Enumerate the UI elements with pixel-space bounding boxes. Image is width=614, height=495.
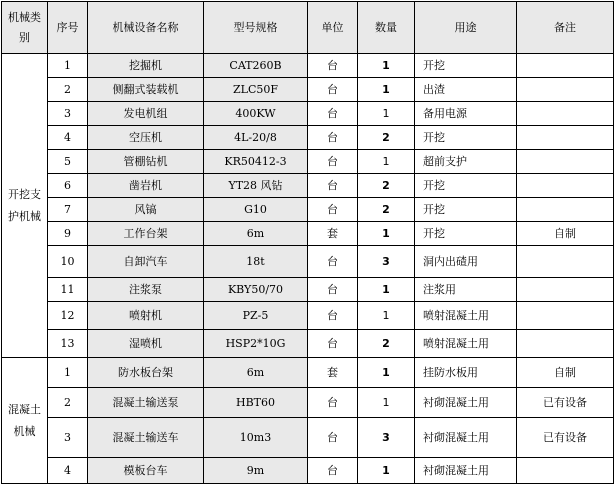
cell-remark [517,126,614,150]
cell-unit: 台 [308,330,358,358]
header-remark: 备注 [517,2,614,54]
cell-remark: 自制 [517,358,614,388]
cell-qty: 1 [358,388,415,418]
cell-name: 空压机 [88,126,204,150]
cell-name: 挖掘机 [88,54,204,78]
cell-unit: 台 [308,174,358,198]
cell-purpose: 衬砌混凝土用 [415,458,517,484]
table-row [2,78,614,102]
cell-unit: 台 [308,126,358,150]
table-row [2,102,614,126]
cell-model: ZLC50F [204,78,308,102]
cell-model: 9m [204,458,308,484]
cell-purpose: 开挖 [415,174,517,198]
table-row [2,458,614,484]
cell-purpose: 开挖 [415,54,517,78]
cell-model: HBT60 [204,388,308,418]
cell-remark [517,150,614,174]
cell-qty: 1 [358,278,415,302]
cell-qty: 1 [358,222,415,246]
cell-purpose: 超前支护 [415,150,517,174]
cell-no: 13 [48,330,88,358]
cell-model: 6m [204,358,308,388]
cell-qty: 1 [358,458,415,484]
cell-remark: 自制 [517,222,614,246]
cell-qty: 2 [358,330,415,358]
cell-no: 2 [48,78,88,102]
cell-no: 1 [48,358,88,388]
cell-remark: 已有设备 [517,388,614,418]
cell-qty: 3 [358,418,415,458]
cell-no: 6 [48,174,88,198]
cell-purpose: 开挖 [415,126,517,150]
cell-model: YT28 风钻 [204,174,308,198]
category-cell-concrete: 混凝土机械 [2,358,48,484]
cell-remark [517,174,614,198]
table-row [2,54,614,78]
cell-no: 2 [48,388,88,418]
table-row [2,278,614,302]
table-row [2,388,614,418]
cell-unit: 台 [308,246,358,278]
header-category: 机械类别 [2,2,48,54]
category-cell-excavation: 开挖支护机械 [2,54,48,358]
cell-model: CAT260B [204,54,308,78]
cell-model: 18t [204,246,308,278]
cell-model: 400KW [204,102,308,126]
cell-purpose: 衬砌混凝土用 [415,388,517,418]
cell-remark [517,278,614,302]
table-row [2,246,614,278]
table-row [2,418,614,458]
cell-no: 3 [48,418,88,458]
cell-unit: 台 [308,458,358,484]
cell-purpose: 注浆用 [415,278,517,302]
table-row [2,150,614,174]
cell-no: 10 [48,246,88,278]
cell-no: 9 [48,222,88,246]
cell-unit: 台 [308,388,358,418]
header-no: 序号 [48,2,88,54]
cell-no: 7 [48,198,88,222]
cell-qty: 2 [358,126,415,150]
cell-unit: 台 [308,198,358,222]
cell-purpose: 衬砌混凝土用 [415,418,517,458]
cell-unit: 台 [308,78,358,102]
cell-purpose: 开挖 [415,222,517,246]
cell-name: 侧翻式装载机 [88,78,204,102]
cell-model: 4L-20/8 [204,126,308,150]
cell-qty: 1 [358,150,415,174]
header-unit: 单位 [308,2,358,54]
cell-model: PZ-5 [204,302,308,330]
cell-name: 风镐 [88,198,204,222]
cell-name: 注浆泵 [88,278,204,302]
cell-no: 1 [48,54,88,78]
cell-unit: 台 [308,278,358,302]
cell-qty: 2 [358,198,415,222]
header-row [2,2,614,54]
cell-unit: 台 [308,102,358,126]
cell-unit: 台 [308,418,358,458]
cell-name: 管棚钻机 [88,150,204,174]
header-name: 机械设备名称 [88,2,204,54]
cell-purpose: 挂防水板用 [415,358,517,388]
cell-model: 10m3 [204,418,308,458]
cell-remark [517,330,614,358]
cell-model: HSP2*10G [204,330,308,358]
cell-no: 12 [48,302,88,330]
cell-purpose: 备用电源 [415,102,517,126]
cell-remark [517,302,614,330]
cell-purpose: 开挖 [415,198,517,222]
cell-name: 模板台车 [88,458,204,484]
cell-qty: 2 [358,174,415,198]
cell-qty: 1 [358,78,415,102]
cell-purpose: 出渣 [415,78,517,102]
cell-name: 喷射机 [88,302,204,330]
cell-unit: 台 [308,54,358,78]
cell-remark [517,102,614,126]
cell-model: 6m [204,222,308,246]
cell-name: 工作台架 [88,222,204,246]
cell-purpose: 喷射混凝土用 [415,330,517,358]
table-row [2,330,614,358]
cell-name: 湿喷机 [88,330,204,358]
cell-model: KR50412-3 [204,150,308,174]
table-row [2,302,614,330]
cell-purpose: 喷射混凝土用 [415,302,517,330]
equipment-table [1,1,614,484]
header-qty: 数量 [358,2,415,54]
header-purpose: 用途 [415,2,517,54]
cell-name: 混凝土输送泵 [88,388,204,418]
cell-qty: 1 [358,102,415,126]
cell-no: 4 [48,458,88,484]
cell-remark [517,198,614,222]
cell-remark [517,78,614,102]
cell-name: 凿岩机 [88,174,204,198]
header-model: 型号规格 [204,2,308,54]
cell-model: KBY50/70 [204,278,308,302]
cell-name: 自卸汽车 [88,246,204,278]
table-row [2,174,614,198]
cell-model: G10 [204,198,308,222]
table-row [2,198,614,222]
cell-remark: 已有设备 [517,418,614,458]
table-row [2,358,614,388]
cell-remark [517,54,614,78]
cell-remark [517,458,614,484]
cell-unit: 套 [308,358,358,388]
cell-unit: 套 [308,222,358,246]
cell-unit: 台 [308,150,358,174]
cell-purpose: 洞内出碴用 [415,246,517,278]
cell-qty: 1 [358,302,415,330]
cell-no: 11 [48,278,88,302]
cell-no: 4 [48,126,88,150]
cell-qty: 1 [358,54,415,78]
cell-qty: 3 [358,246,415,278]
cell-name: 防水板台架 [88,358,204,388]
cell-no: 5 [48,150,88,174]
cell-qty: 1 [358,358,415,388]
cell-remark [517,246,614,278]
cell-no: 3 [48,102,88,126]
table-row [2,126,614,150]
cell-name: 混凝土输送车 [88,418,204,458]
table-row [2,222,614,246]
cell-unit: 台 [308,302,358,330]
cell-name: 发电机组 [88,102,204,126]
